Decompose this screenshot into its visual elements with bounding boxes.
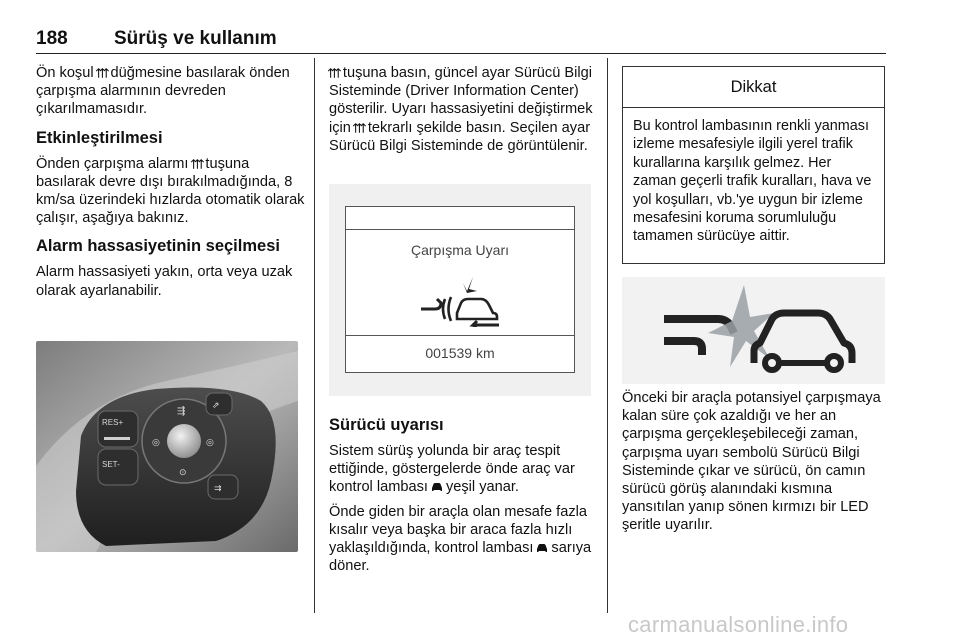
- display-title: Çarpışma Uyarı: [410, 242, 510, 258]
- vehicle-ahead-icon: [536, 543, 548, 553]
- page-number: 188: [36, 28, 68, 49]
- column-2: [326, 64, 599, 161]
- caution-box: [622, 66, 885, 264]
- collision-sensitivity-icon: ⇶: [93, 67, 109, 79]
- res-label: RES+: [102, 418, 124, 427]
- collision-sensitivity-icon: ⇶: [188, 158, 204, 170]
- collision-sensitivity-icon: ⇶: [326, 67, 342, 79]
- watermark: carmanualsonline.info: [628, 612, 849, 637]
- heading-enable: Etkinleştirilmesi: [36, 128, 163, 147]
- precondition-paragraph: Ön koşul⇶ düğmesine basılarak önden çarpışma alarmının devreden çıkarılmamasıdır.: [36, 65, 290, 118]
- svg-text:⇗: ⇗: [212, 401, 220, 411]
- heading-sensitivity: Alarm hassasiyetinin seçilmesi: [36, 237, 280, 256]
- sensitivity-instructions-paragraph: ⇶ tuşuna basın, güncel ayar Sürücü Bilgi Sisteminde (Driver Information Center) gösterilir. Uyarı hassasiyetini değiştirmek için⇶ tekrarlı şekilde basın. Seçilen ayar Sürücü Bilgi Sisteminde de görüntülenir.: [326, 65, 593, 154]
- driver-info-display-image: [329, 184, 591, 396]
- page-title: Sürüş ve kullanım: [114, 28, 277, 49]
- heading-driver-warning: Sürücü uyarısı: [329, 416, 444, 434]
- set-label: SET-: [102, 460, 120, 469]
- caution-heading: Dikkat: [623, 67, 884, 108]
- svg-text:⊙: ⊙: [179, 468, 187, 478]
- svg-text:◎: ◎: [152, 438, 160, 448]
- collision-sensitivity-icon: ⇶: [351, 122, 367, 134]
- column-divider: [607, 58, 608, 613]
- column-1: [36, 64, 306, 306]
- svg-text:◎: ◎: [206, 438, 214, 448]
- column-divider: [314, 58, 315, 613]
- collision-warning-paragraph: Önceki bir araçla potansiyel çarpışmaya kalan süre çok azaldığı ve her an çarpışma gerçekleşebileceği zaman, çarpışma uyarı sembolü Sürücü Bilgi Sisteminde çıkar ve sürücü, ön camın sürücü görüş alanındaki kısmına yansıtılan yanıp sönen kırmızı bir LED şeritle uyarılır.: [622, 390, 881, 534]
- steering-wheel-controls-photo: [36, 341, 298, 552]
- warning-paragraph: Sistem sürüş yolunda bir araç tespit ettiğinde, göstergelerde önde araç var kontrol lambası yeşil yanar.: [329, 443, 575, 496]
- enable-paragraph: Önden çarpışma alarmı⇶ tuşuna basılarak devre dışı bırakılmadığında, 8 km/sa üzerindeki hızlarda otomatik olarak çalışır, aşağıya bakınız.: [36, 155, 305, 227]
- sensitivity-paragraph: Alarm hassasiyeti yakın, orta veya uzak olarak ayarlanabilir.: [36, 264, 293, 299]
- vehicle-ahead-icon: [431, 482, 443, 492]
- svg-text:⇉: ⇉: [214, 484, 222, 494]
- display-panel: [345, 206, 575, 373]
- caution-body: Bu kontrol lambasının renkli yanması izleme mesafesiyle ilgili yerel trafik kurallarına karşılık gelmez. Her zaman geçerli trafik kuralları, hava ve yol koşulları, vb.'ye uygun bir izleme mesafesini koruma sorumluluğu tamamen sürücüye aittir.: [633, 118, 872, 245]
- page-header: [36, 28, 886, 54]
- collision-warning-image: [622, 277, 885, 384]
- column-2-lower: [329, 414, 599, 581]
- closer-paragraph: Önde giden bir araçla olan mesafe fazla kısalır veya başka bir araca fazla hızlı yaklaşıldığında, kontrol lambası sarıya döner.: [329, 503, 592, 575]
- svg-text:⇶: ⇶: [177, 406, 186, 417]
- collision-warning-symbol-icon: [411, 269, 511, 327]
- odometer-reading: 001539 km: [425, 345, 495, 361]
